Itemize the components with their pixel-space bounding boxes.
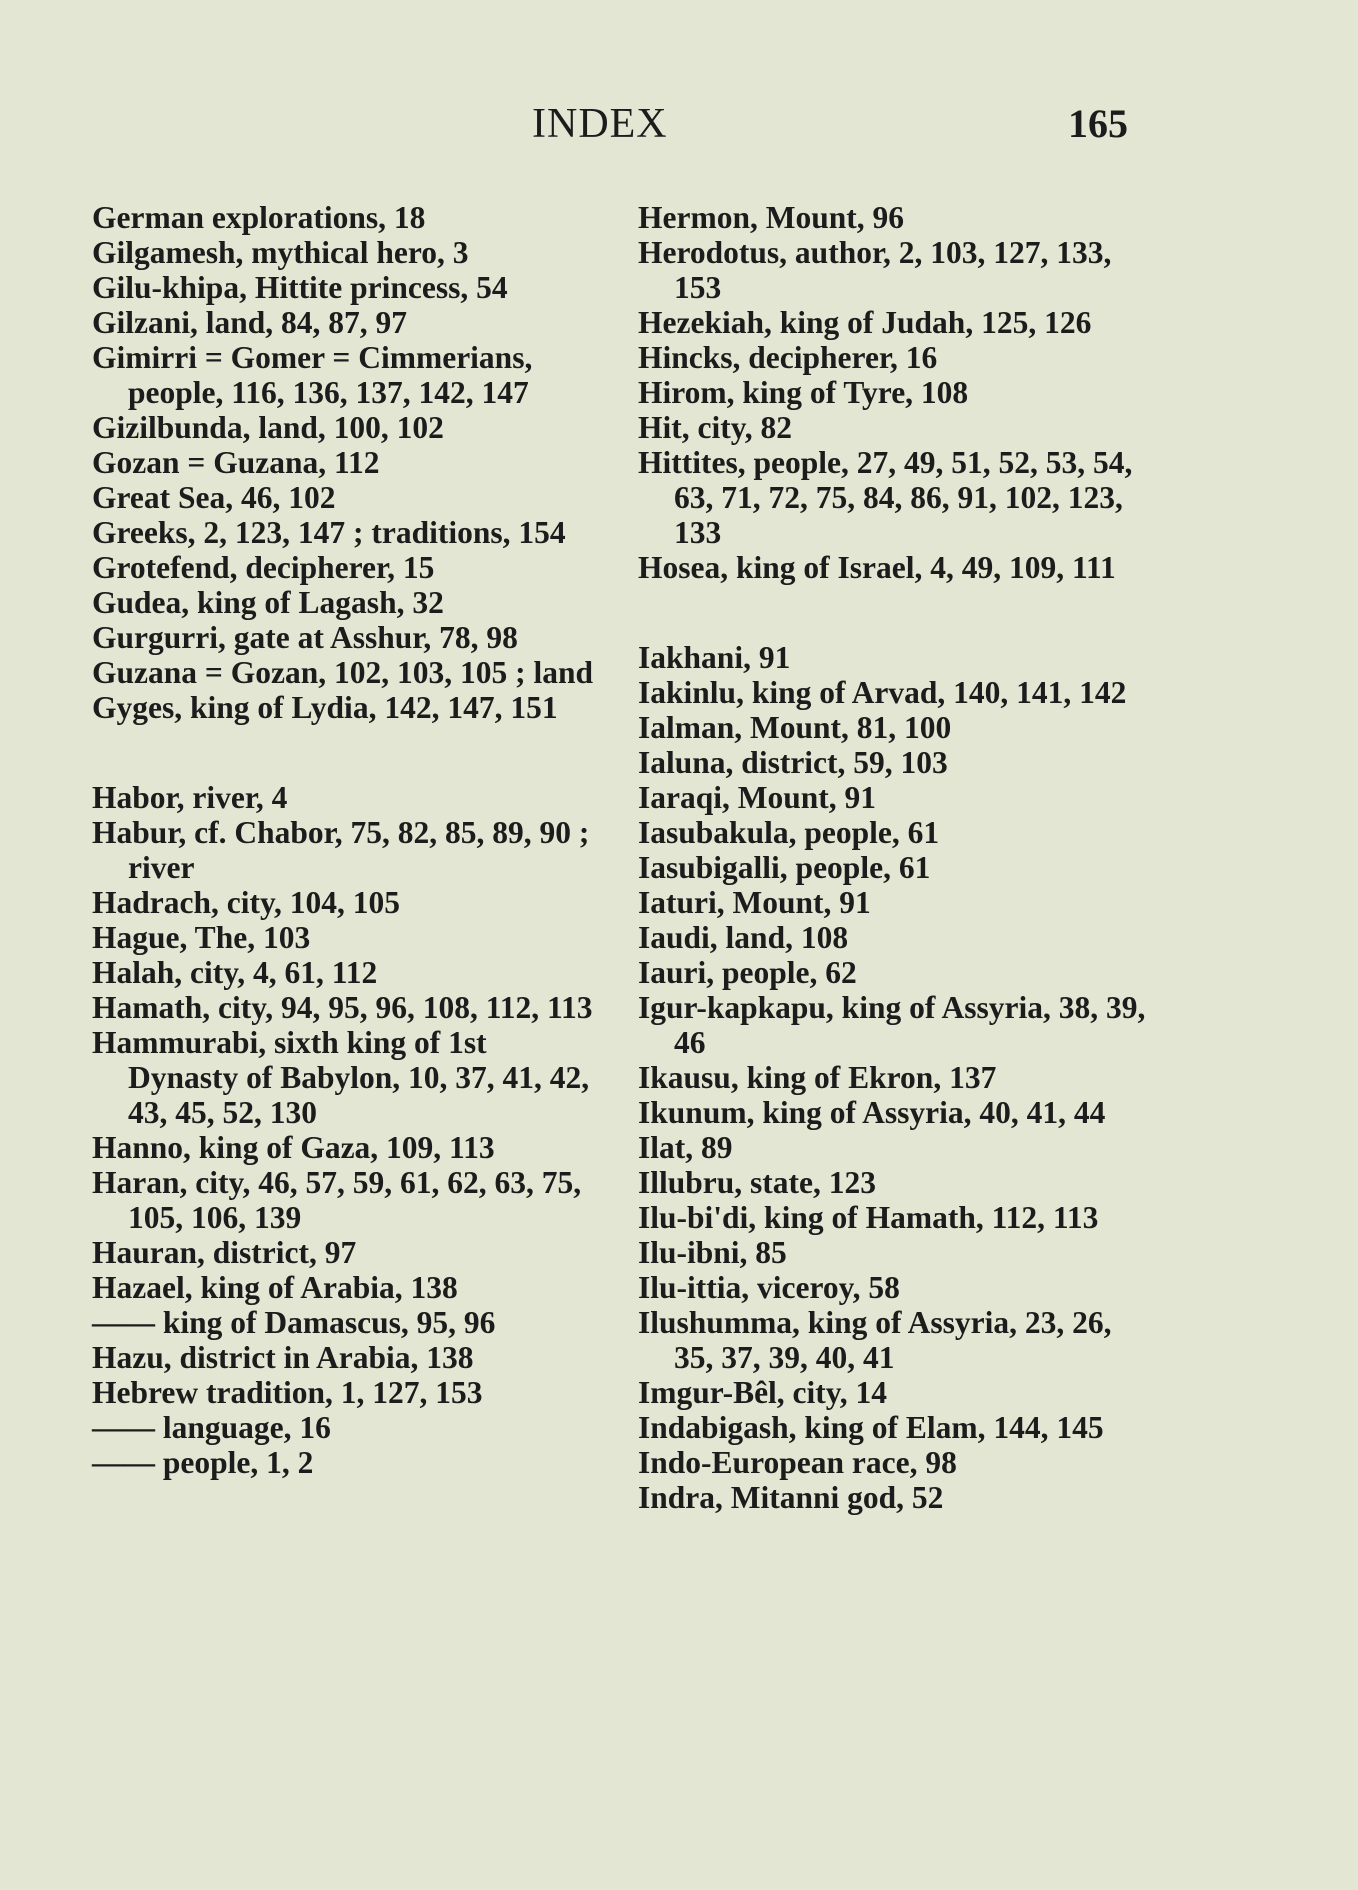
index-entry: Ikausu, king of Ekron, 137 xyxy=(638,1060,997,1095)
index-entry: Ialman, Mount, 81, 100 xyxy=(638,710,952,745)
index-entry: Hague, The, 103 xyxy=(92,920,311,955)
index-entry: Hit, city, 82 xyxy=(638,410,792,445)
index-entry: Hosea, king of Israel, 4, 49, 109, 111 xyxy=(638,550,1116,585)
index-entry: Igur-kapkapu, king of Assyria, 38, 39, 46 xyxy=(638,990,1146,1060)
index-entry: Hauran, district, 97 xyxy=(92,1235,357,1270)
index-entry: Hammurabi, sixth king of 1st Dynasty of Babylon, 10, 37, 41, 42, 43, 45, 52, 130 xyxy=(92,1025,590,1130)
index-entry: Hadrach, city, 104, 105 xyxy=(92,885,400,920)
index-entry: Ilat, 89 xyxy=(638,1130,733,1165)
index-entry: Iaudi, land, 108 xyxy=(638,920,849,955)
index-entry: Ialuna, district, 59, 103 xyxy=(638,745,948,780)
index-subentry: —— language, 16 xyxy=(92,1410,331,1445)
index-entry: Ilu-ittia, viceroy, 58 xyxy=(638,1270,900,1305)
index-entry: Indra, Mitanni god, 52 xyxy=(638,1480,944,1515)
index-entry: Gilu-khipa, Hittite princess, 54 xyxy=(92,270,508,305)
index-entry: Indo-European race, 98 xyxy=(638,1445,957,1480)
index-entry: Hanno, king of Gaza, 109, 113 xyxy=(92,1130,495,1165)
index-entry: Iauri, people, 62 xyxy=(638,955,857,990)
index-entry: Halah, city, 4, 61, 112 xyxy=(92,955,378,990)
index-entry: Herodotus, author, 2, 103, 127, 133, 153 xyxy=(638,235,1112,305)
index-entry: Gimirri = Gomer = Cimmerians, people, 116, 136, 137, 142, 147 xyxy=(92,340,533,410)
index-entry: Gyges, king of Lydia, 142, 147, 151 xyxy=(92,690,558,725)
index-entry: Ilu-bi'di, king of Hamath, 112, 113 xyxy=(638,1200,1099,1235)
index-entry: Indabigash, king of Elam, 144, 145 xyxy=(638,1410,1104,1445)
index-column-right xyxy=(638,200,1158,1515)
index-entry: Imgur-Bêl, city, 14 xyxy=(638,1375,888,1410)
index-entry: Hincks, decipherer, 16 xyxy=(638,340,938,375)
index-entry: Hamath, city, 94, 95, 96, 108, 112, 113 xyxy=(92,990,593,1025)
index-entry: Iasubakula, people, 61 xyxy=(638,815,940,850)
index-entry: Haran, city, 46, 57, 59, 61, 62, 63, 75, 105, 106, 139 xyxy=(92,1165,582,1235)
index-entry: German explorations, 18 xyxy=(92,200,426,235)
section-gap xyxy=(638,585,1158,640)
index-entry: Hermon, Mount, 96 xyxy=(638,200,904,235)
page-number: 165 xyxy=(1068,101,1128,146)
index-entry: Iasubigalli, people, 61 xyxy=(638,850,931,885)
index-entry: Iaturi, Mount, 91 xyxy=(638,885,871,920)
index-entry: Ikunum, king of Assyria, 40, 41, 44 xyxy=(638,1095,1106,1130)
index-entry: Hebrew tradition, 1, 127, 153 xyxy=(92,1375,483,1410)
index-subentry: —— king of Damascus, 95, 96 xyxy=(92,1305,496,1340)
index-entry: Hazael, king of Arabia, 138 xyxy=(92,1270,458,1305)
index-entry: Iaraqi, Mount, 91 xyxy=(638,780,877,815)
index-entry: Hittites, people, 27, 49, 51, 52, 53, 54, 63, 71, 72, 75, 84, 86, 91, 102, 123, 133 xyxy=(638,445,1133,550)
index-entry: Iakinlu, king of Arvad, 140, 141, 142 xyxy=(638,675,1127,710)
section-gap xyxy=(92,725,602,780)
index-entry: Grotefend, decipherer, 15 xyxy=(92,550,435,585)
index-entry: Gurgurri, gate at Asshur, 78, 98 xyxy=(92,620,518,655)
index-column-left xyxy=(92,200,602,1480)
index-subentry: —— people, 1, 2 xyxy=(92,1445,314,1480)
index-entry: Ilu-ibni, 85 xyxy=(638,1235,787,1270)
running-head xyxy=(0,100,1358,150)
index-entry: Ilushumma, king of Assyria, 23, 26, 35, 37, 39, 40, 41 xyxy=(638,1305,1112,1375)
index-entry: Gilzani, land, 84, 87, 97 xyxy=(92,305,408,340)
index-entry: Gozan = Guzana, 112 xyxy=(92,445,380,480)
index-entry: Habur, cf. Chabor, 75, 82, 85, 89, 90 ; river xyxy=(92,815,590,885)
index-entry: Gudea, king of Lagash, 32 xyxy=(92,585,444,620)
index-entry: Habor, river, 4 xyxy=(92,780,288,815)
index-entry: Illubru, state, 123 xyxy=(638,1165,877,1200)
index-entry: Gilgamesh, mythical hero, 3 xyxy=(92,235,469,270)
index-entry: Greeks, 2, 123, 147 ; traditions, 154 xyxy=(92,515,566,550)
index-entry: Hazu, district in Arabia, 138 xyxy=(92,1340,474,1375)
index-entry: Iakhani, 91 xyxy=(638,640,791,675)
index-entry: Gizilbunda, land, 100, 102 xyxy=(92,410,444,445)
page-title: INDEX xyxy=(532,101,668,147)
index-entry: Guzana = Gozan, 102, 103, 105 ; land xyxy=(92,655,594,690)
index-entry: Hirom, king of Tyre, 108 xyxy=(638,375,969,410)
index-entry: Great Sea, 46, 102 xyxy=(92,480,336,515)
index-entry: Hezekiah, king of Judah, 125, 126 xyxy=(638,305,1092,340)
